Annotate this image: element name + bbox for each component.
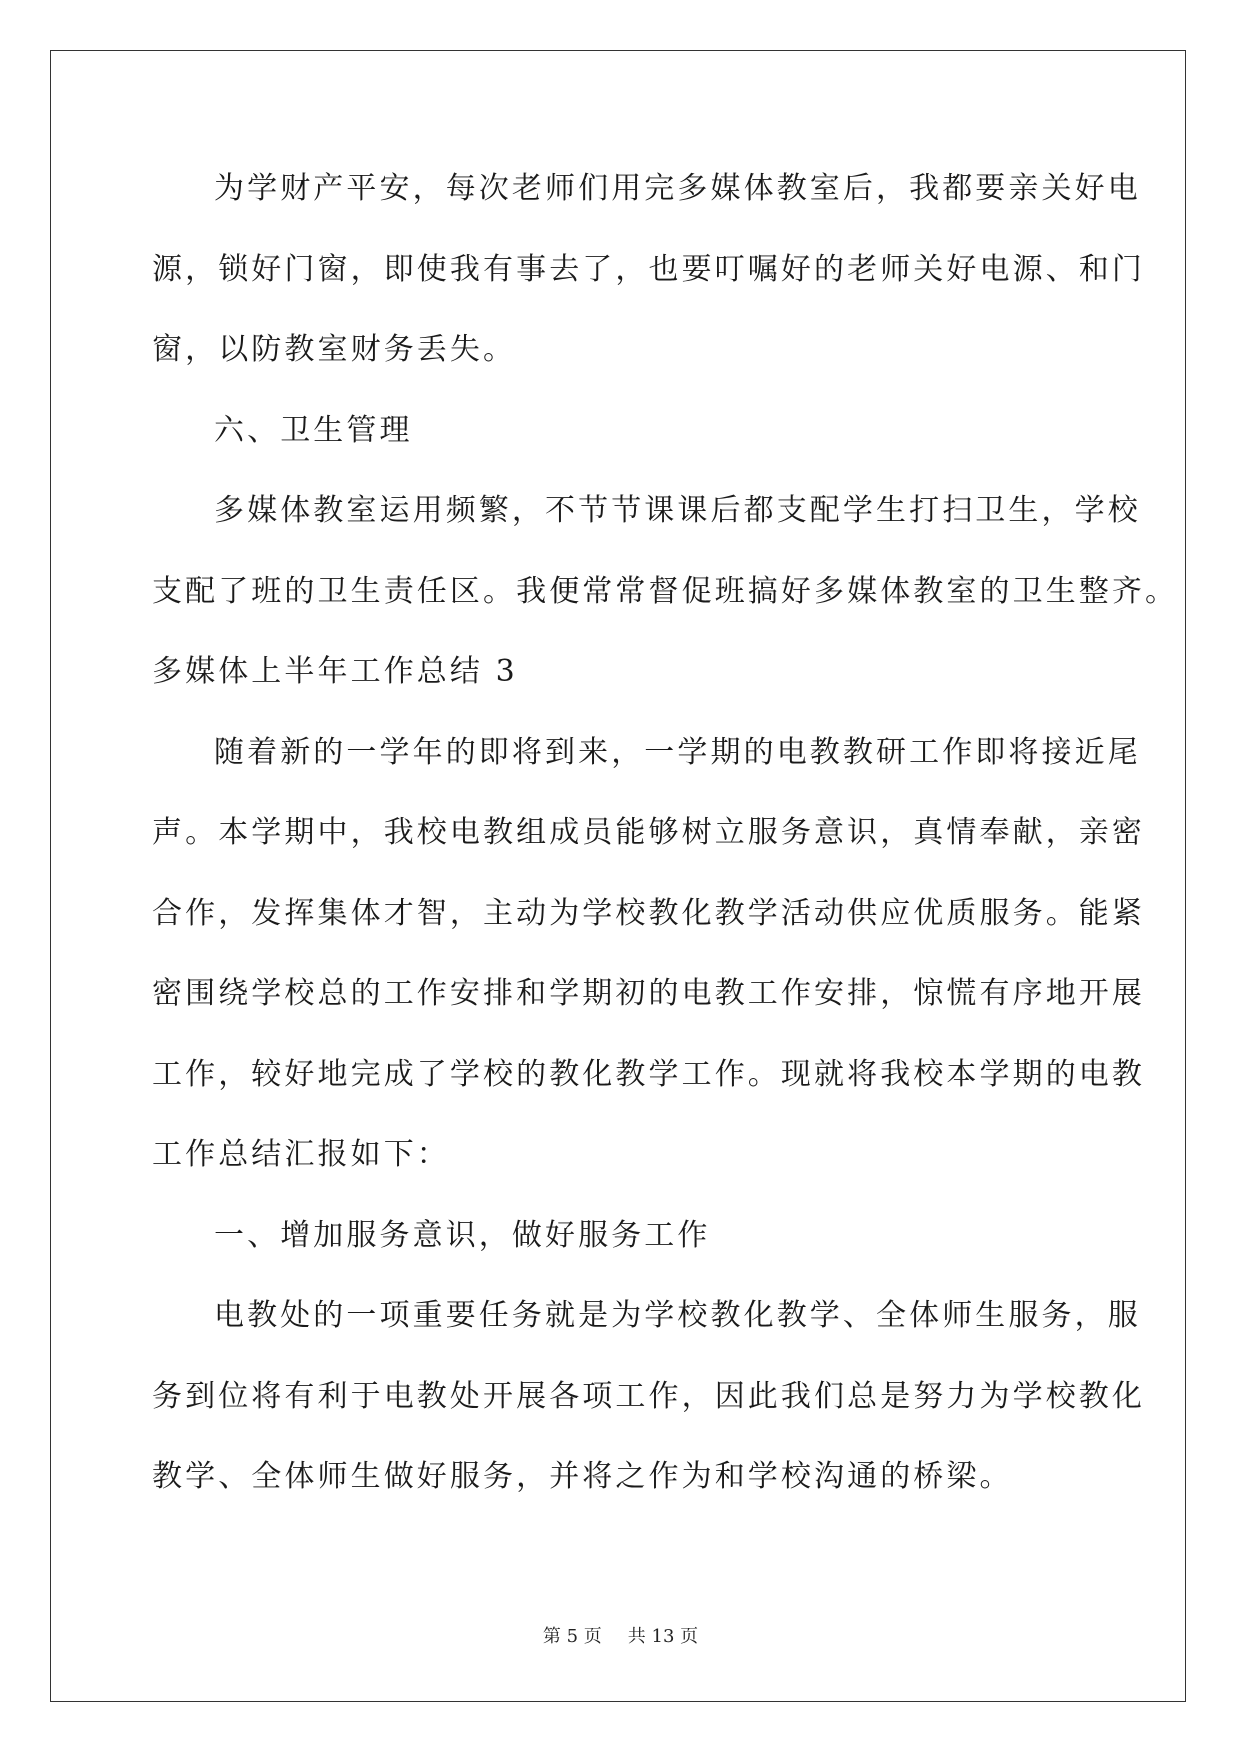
section-heading: 六、卫生管理 [214, 412, 413, 448]
paragraph-line: 声。本学期中，我校电教组成员能够树立服务意识，真情奉献，亲密 [152, 815, 1145, 850]
paragraph-line: 合作，发挥集体才智，主动为学校教化教学活动供应优质服务。能紧 [152, 895, 1145, 931]
paragraph-line: 支配了班的卫生责任区。我便常常督促班搞好多媒体教室的卫生整齐。 [152, 573, 1179, 609]
page-footer [0, 1622, 1241, 1648]
paragraph-line: 多媒体教室运用频繁，不节节课课后都支配学生打扫卫生，学校 [214, 493, 1141, 528]
page-total: 共 13 页 [627, 1626, 699, 1647]
document-title: 多媒体上半年工作总结 3 [152, 654, 518, 689]
paragraph-line: 密围绕学校总的工作安排和学期初的电教工作安排，惊慌有序地开展 [152, 976, 1145, 1011]
document-body [152, 160, 1179, 1529]
paragraph-line: 工作，较好地完成了学校的教化教学工作。现就将我校本学期的电教 [152, 1056, 1145, 1092]
paragraph-line: 教学、全体师生做好服务，并将之作为和学校沟通的桥梁。 [152, 1459, 1013, 1494]
paragraph-line: 窗，以防教室财务丢失。 [152, 332, 517, 367]
page-number: 第 5 页 [542, 1626, 602, 1647]
paragraph-line: 为学财产平安，每次老师们用完多媒体教室后，我都要亲关好电 [214, 171, 1141, 206]
paragraph-line: 源，锁好门窗，即使我有事去了，也要叮嘱好的老师关好电源、和门 [152, 251, 1145, 287]
paragraph-line: 随着新的一学年的即将到来，一学期的电教教研工作即将接近尾 [214, 734, 1141, 770]
paragraph-line: 务到位将有利于电教处开展各项工作，因此我们总是努力为学校教化 [152, 1378, 1145, 1414]
paragraph-line: 电教处的一项重要任务就是为学校教化教学、全体师生服务，服 [214, 1298, 1141, 1333]
paragraph-line: 工作总结汇报如下： [152, 1137, 450, 1172]
section-heading: 一、增加服务意识，做好服务工作 [214, 1217, 711, 1253]
